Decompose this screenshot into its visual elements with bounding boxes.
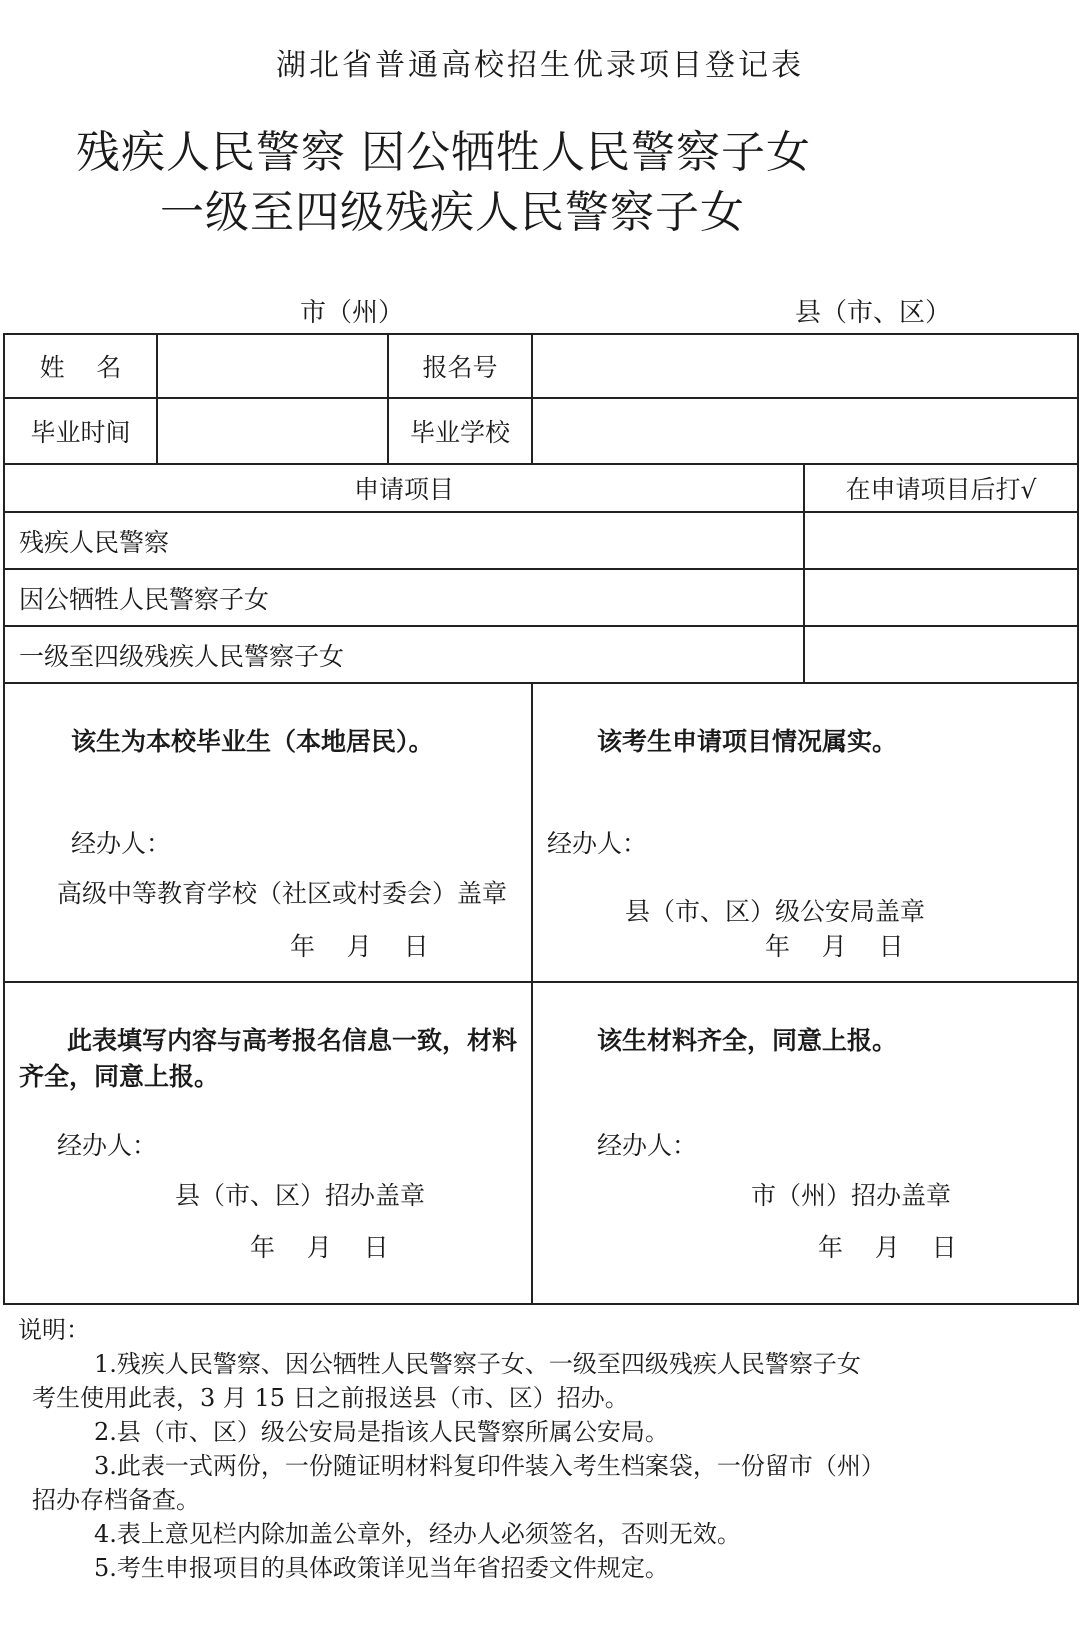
- item-label: 因公牺牲人民警察子女: [4, 569, 804, 626]
- county-date: 年 月 日: [250, 1233, 389, 1262]
- reg-no-field[interactable]: [532, 334, 1078, 398]
- city-office-opinion-cell: [532, 982, 1078, 1304]
- note-4: 4.表上意见栏内除加盖公章外，经办人必须签名，否则无效。: [94, 1520, 741, 1548]
- name-label: 姓 名: [4, 334, 157, 398]
- school-date: 年 月 日: [290, 932, 429, 961]
- city-stamp: 市（州）招办盖章: [751, 1181, 952, 1210]
- heading-line-1: 残疾人民警察 因公牺牲人民警察子女: [76, 127, 811, 178]
- county-statement-line-1: 此表填写内容与高考报名信息一致，材料: [67, 1026, 518, 1055]
- note-2: 2.县（市、区）级公安局是指该人民警察所属公安局。: [94, 1418, 669, 1446]
- item-check-cell[interactable]: [804, 569, 1078, 626]
- city-handler: 经办人：: [597, 1131, 698, 1160]
- note-1-line-2: 考生使用此表，3 月 15 日之前报送县（市、区）招办。: [32, 1384, 629, 1412]
- police-stamp: 县（市、区）级公安局盖章: [625, 897, 926, 926]
- opinion-row-1: [4, 683, 1078, 982]
- county-office-opinion-cell: [4, 982, 532, 1304]
- police-statement: 该考生申请项目情况属实。: [597, 727, 898, 756]
- city-date: 年 月 日: [818, 1233, 957, 1262]
- school-stamp: 高级中等教育学校（社区或村委会）盖章: [57, 879, 508, 908]
- header-item: 申请项目: [4, 464, 804, 512]
- item-label: 残疾人民警察: [4, 512, 804, 569]
- county-statement-line-2: 齐全，同意上报。: [19, 1062, 220, 1091]
- grad-time-field[interactable]: [157, 398, 388, 464]
- info-row-1: [4, 334, 1078, 398]
- note-1-line-1: 1.残疾人民警察、因公牺牲人民警察子女、一级至四级残疾人民警察子女: [94, 1350, 861, 1378]
- school-handler: 经办人：: [71, 829, 172, 858]
- grad-time-label: 毕业时间: [4, 398, 157, 464]
- notes-section: [18, 1313, 885, 1585]
- school-opinion-cell: [4, 683, 532, 982]
- police-handler: 经办人：: [547, 829, 648, 858]
- grad-school-field[interactable]: [532, 398, 1078, 464]
- opinion-row-2: [4, 982, 1078, 1304]
- school-statement: 该生为本校毕业生（本地居民）。: [71, 727, 434, 756]
- region-city: 市（州）: [300, 298, 405, 328]
- police-opinion-cell: [532, 683, 1078, 982]
- item-row: [4, 569, 1078, 626]
- police-date: 年 月 日: [765, 932, 904, 961]
- notes-title: 说明：: [18, 1316, 90, 1344]
- item-check-cell[interactable]: [804, 626, 1078, 683]
- document-title: 湖北省普通高校招生优录项目登记表: [276, 48, 804, 83]
- registration-form-table: [3, 333, 1079, 1305]
- grad-school-label: 毕业学校: [388, 398, 532, 464]
- item-check-cell[interactable]: [804, 512, 1078, 569]
- items-header-row: [4, 464, 1078, 512]
- city-statement: 该生材料齐全，同意上报。: [597, 1026, 898, 1055]
- county-stamp: 县（市、区）招办盖章: [175, 1181, 426, 1210]
- note-5: 5.考生申报项目的具体政策详见当年省招委文件规定。: [94, 1554, 669, 1582]
- reg-no-label: 报名号: [388, 334, 532, 398]
- info-row-2: [4, 398, 1078, 464]
- note-3-line-2: 招办存档备查。: [32, 1486, 200, 1514]
- name-field[interactable]: [157, 334, 388, 398]
- region-county: 县（市、区）: [795, 298, 952, 328]
- header-check: 在申请项目后打√: [804, 464, 1078, 512]
- item-row: [4, 626, 1078, 683]
- note-3-line-1: 3.此表一式两份，一份随证明材料复印件装入考生档案袋，一份留市（州）: [94, 1452, 885, 1480]
- county-handler: 经办人：: [57, 1131, 158, 1160]
- item-label: 一级至四级残疾人民警察子女: [4, 626, 804, 683]
- item-row: [4, 512, 1078, 569]
- heading-line-2: 一级至四级残疾人民警察子女: [160, 187, 745, 238]
